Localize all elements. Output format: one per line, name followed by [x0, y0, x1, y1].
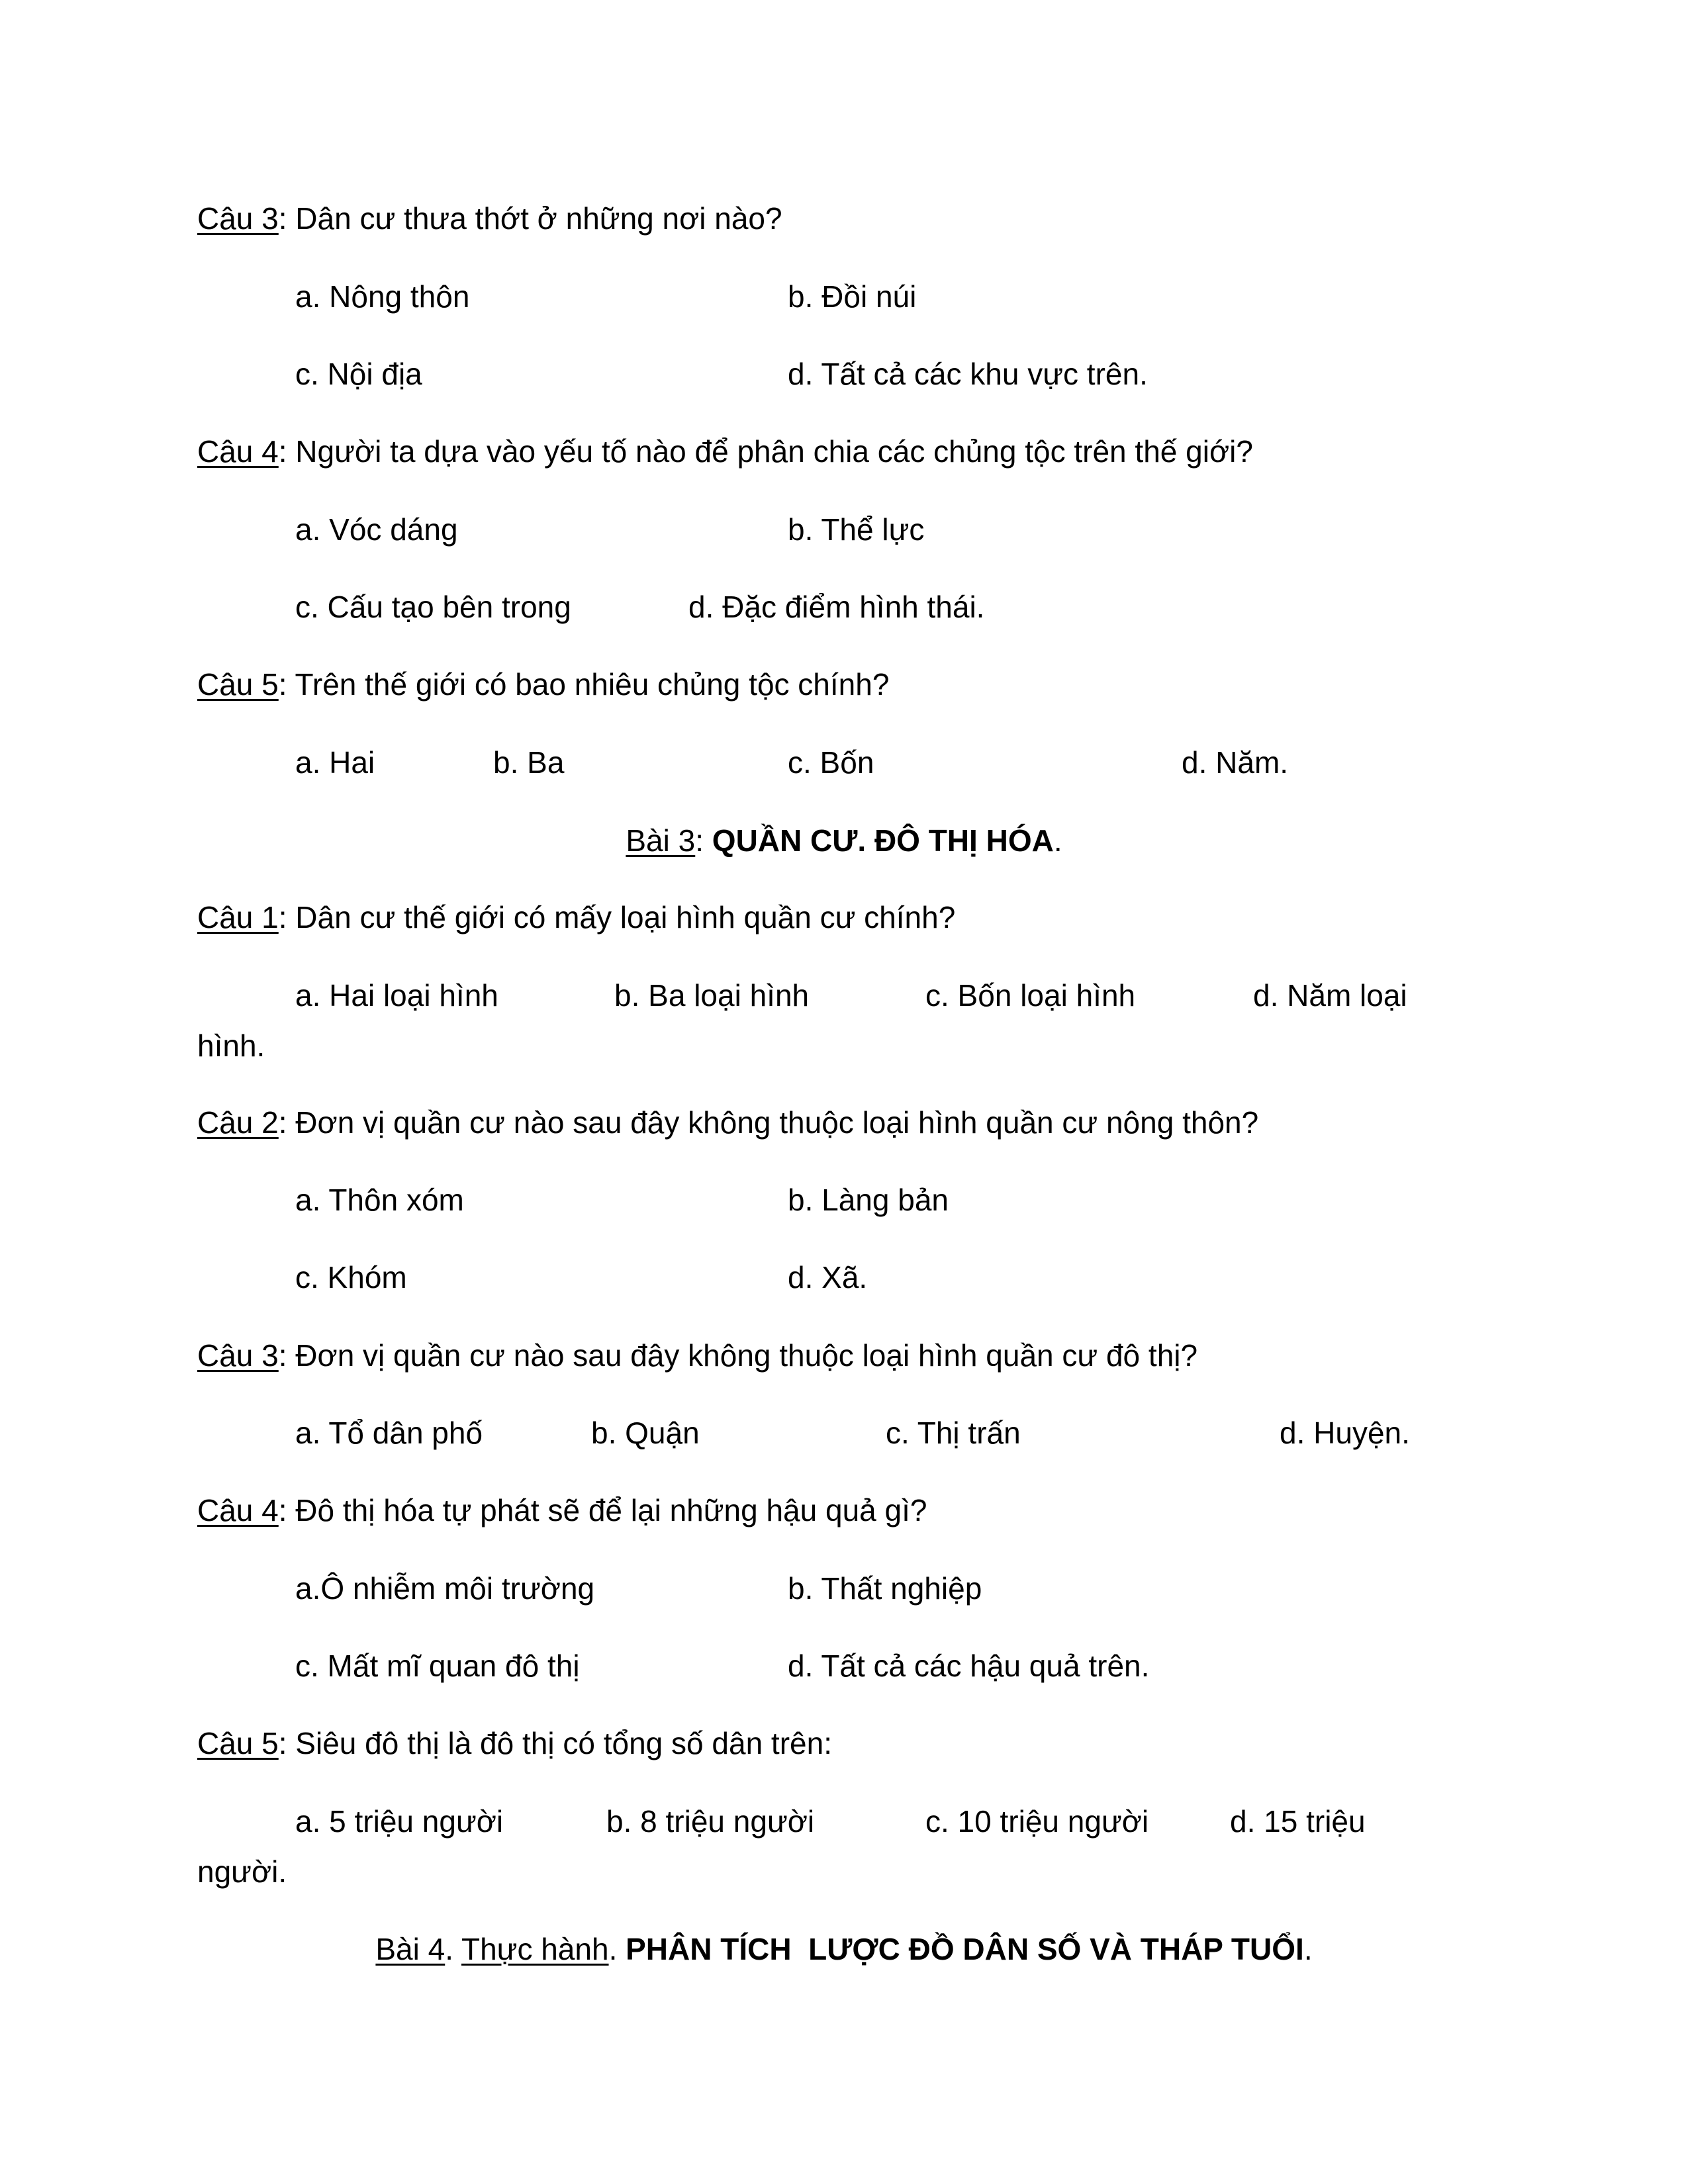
option-a: a. Tổ dân phố — [295, 1416, 483, 1450]
question-text: Dân cư thế giới có mấy loại hình quần cư chính? — [287, 900, 956, 934]
option-wrap: người. — [197, 1854, 287, 1889]
option-b: b. Thất nghiệp — [788, 1571, 982, 1606]
question-text: Trên thế giới có bao nhiêu chủng tộc chính? — [287, 667, 890, 702]
question-text: Dân cư thưa thớt ở những nơi nào? — [287, 201, 782, 236]
option-d: d. Năm. — [1182, 745, 1289, 780]
question-text: Đơn vị quần cư nào sau đây không thuộc loại hình quần cư đô thị? — [287, 1338, 1198, 1373]
question-3-2: Câu 2: Đơn vị quần cư nào sau đây không thuộc loại hình quần cư nông thôn? — [197, 1105, 1259, 1140]
option-d: d. Tất cả các hậu quả trên. — [788, 1649, 1150, 1683]
option-c: c. 10 triệu người — [925, 1804, 1149, 1839]
question-text: Đơn vị quần cư nào sau đây không thuộc loại hình quần cư nông thôn? — [287, 1105, 1259, 1140]
option-b: b. Làng bản — [788, 1183, 949, 1217]
option-b: b. Quận — [591, 1416, 700, 1450]
question-label: Câu 2 — [197, 1105, 279, 1140]
option-a: a. 5 triệu người — [295, 1804, 504, 1839]
option-a: a.Ô nhiễm môi trường — [295, 1571, 595, 1606]
option-d: d. Đặc điểm hình thái. — [688, 590, 985, 624]
option-wrap: hình. — [197, 1028, 265, 1063]
option-d: d. Năm loại — [1253, 978, 1407, 1013]
option-d: d. 15 triệu — [1230, 1804, 1366, 1839]
question-2-3: Câu 3: Dân cư thưa thớt ở những nơi nào? — [197, 201, 782, 236]
question-label: Câu 5 — [197, 667, 279, 702]
question-label: Câu 5 — [197, 1726, 279, 1760]
option-c: c. Thị trấn — [886, 1416, 1021, 1450]
option-b: b. Ba — [493, 745, 565, 780]
question-2-5: Câu 5: Trên thế giới có bao nhiêu chủng tộc chính? — [197, 667, 890, 702]
option-c: c. Bốn — [788, 745, 874, 780]
option-d: d. Xã. — [788, 1260, 868, 1295]
option-c: c. Cấu tạo bên trong — [295, 590, 571, 624]
option-c: c. Bốn loại hình — [925, 978, 1136, 1013]
section-heading-4: Bài 4. Thực hành. PHÂN TÍCH LƯỢC ĐỒ DÂN SỐ VÀ THÁP TUỔI. — [375, 1932, 1313, 1966]
question-3-3: Câu 3: Đơn vị quần cư nào sau đây không thuộc loại hình quần cư đô thị? — [197, 1338, 1198, 1373]
option-a: a. Hai — [295, 745, 375, 780]
question-3-4: Câu 4: Đô thị hóa tự phát sẽ để lại những hậu quả gì? — [197, 1493, 927, 1527]
option-c: c. Khóm — [295, 1260, 407, 1295]
option-c: c. Nội địa — [295, 357, 422, 391]
option-d: d. Huyện. — [1280, 1416, 1410, 1450]
section-heading-3: Bài 3: QUẦN CƯ. ĐÔ THỊ HÓA. — [626, 823, 1062, 858]
option-b: b. Đồi núi — [788, 279, 917, 314]
question-text: Đô thị hóa tự phát sẽ để lại những hậu quả gì? — [287, 1493, 927, 1527]
question-3-5: Câu 5: Siêu đô thị là đô thị có tổng số dân trên: — [197, 1726, 832, 1760]
question-text: Siêu đô thị là đô thị có tổng số dân trên: — [287, 1726, 832, 1760]
question-text: Người ta dựa vào yếu tố nào để phân chia các chủng tộc trên thế giới? — [287, 434, 1253, 469]
question-label: Câu 3 — [197, 201, 279, 236]
question-label: Câu 4 — [197, 434, 279, 469]
option-b: b. 8 triệu người — [606, 1804, 815, 1839]
option-b: b. Thể lực — [788, 512, 925, 547]
question-label: Câu 3 — [197, 1338, 279, 1373]
option-d: d. Tất cả các khu vực trên. — [788, 357, 1148, 391]
question-label: Câu 4 — [197, 1493, 279, 1527]
option-a: a. Hai loại hình — [295, 978, 498, 1013]
option-a: a. Nông thôn — [295, 279, 470, 314]
option-b: b. Ba loại hình — [614, 978, 810, 1013]
option-c: c. Mất mĩ quan đô thị — [295, 1649, 580, 1683]
question-3-1: Câu 1: Dân cư thế giới có mấy loại hình quần cư chính? — [197, 900, 956, 934]
option-a: a. Thôn xóm — [295, 1183, 464, 1217]
question-label: Câu 1 — [197, 900, 279, 934]
question-2-4: Câu 4: Người ta dựa vào yếu tố nào để phân chia các chủng tộc trên thế giới? — [197, 434, 1253, 469]
option-a: a. Vóc dáng — [295, 512, 458, 547]
